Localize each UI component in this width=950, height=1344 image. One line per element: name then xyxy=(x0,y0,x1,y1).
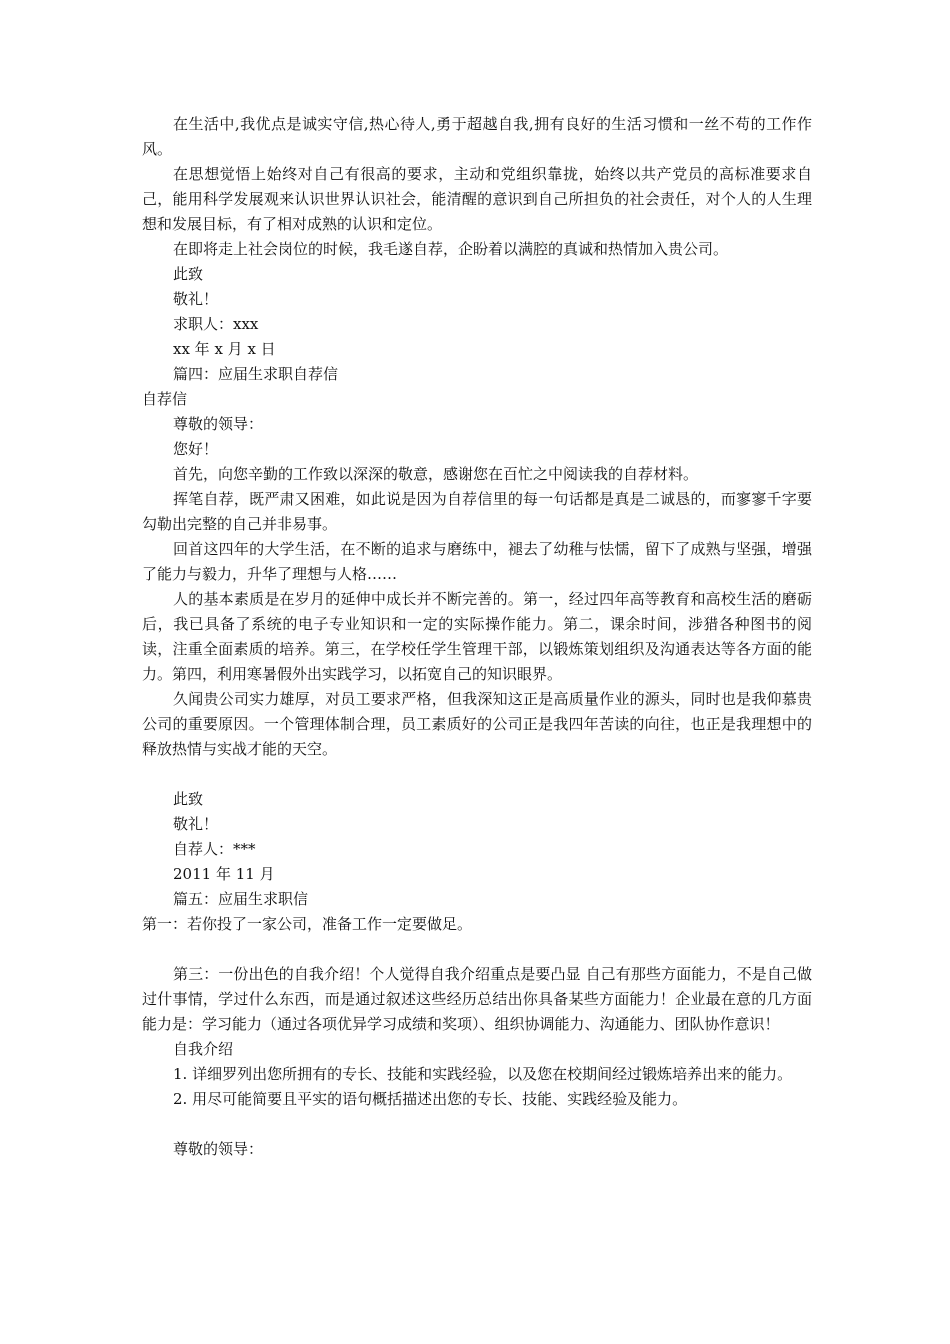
closing-jingli: 敬礼！ xyxy=(173,290,219,308)
signature-date-2: 2011 年 11 月 xyxy=(173,865,275,883)
closing-cizhi-2: 此致 xyxy=(173,790,204,808)
section-heading-5: 篇五：应届生求职信 xyxy=(173,890,309,908)
paragraph-life-virtues: 在生活中,我优点是诚实守信,热心待人,勇于超越自我,拥有良好的生活习惯和一丝不苟的工作作风。 xyxy=(142,115,812,158)
closing-jingli-2: 敬礼！ xyxy=(173,815,219,833)
document-page xyxy=(142,112,812,1162)
blank-line xyxy=(142,937,812,962)
list-item-1: 1. 详细罗列出您所拥有的专长、技能和实践经验，以及您在校期间经过锻炼培养出来的能力。 xyxy=(173,1065,793,1083)
paragraph-company: 久闻贵公司实力雄厚，对员工要求严格，但我深知这正是高质量作业的源头，同时也是我仰慕贵公司的重要原因。一个管理体制合理，员工素质好的公司正是我四年苦读的向往，也正是我理想中的释放热情与实战才能的天空。 xyxy=(142,690,812,758)
section-heading-4: 篇四：应届生求职自荐信 xyxy=(173,365,339,383)
letter-title: 自荐信 xyxy=(142,390,188,408)
paragraph-ideology: 在思想觉悟上始终对自己有很高的要求，主动和党组织靠拢，始终以共产党员的高标准要求自己，能用科学发展观来认识世界认识社会，能清醒的意识到自己所担负的社会责任，对个人的人生理想和发展目标，有了相对成熟的认识和定位。 xyxy=(142,165,812,233)
paragraph-thanks: 首先，向您辛勤的工作致以深深的敬意，感谢您在百忙之中阅读我的自荐材料。 xyxy=(173,465,699,483)
paragraph-join-company: 在即将走上社会岗位的时候，我毛遂自荐，企盼着以满腔的真诚和热情加入贵公司。 xyxy=(173,240,729,258)
closing-cizhi: 此致 xyxy=(173,265,204,283)
paragraph-qualities: 人的基本素质是在岁月的延伸中成长并不断完善的。第一，经过四年高等教育和高校生活的磨砺后，我已具备了系统的电子专业知识和一定的实际操作能力。第二，课余时间，涉猎各种图书的阅读，注重全面素质的培养。第三，在学校任学生管理干部，以锻炼策划组织及沟通表达等各方面的能力。第四，利用寒暑假外出实践学习，以拓宽自己的知识眼界。 xyxy=(142,590,812,683)
greeting: 您好！ xyxy=(173,440,219,458)
self-intro-heading: 自我介绍 xyxy=(173,1040,234,1058)
signature-recommender: 自荐人：*** xyxy=(173,840,256,858)
list-item-2: 2. 用尽可能简要且平实的语句概括描述出您的专长、技能、实践经验及能力。 xyxy=(173,1090,688,1108)
salutation: 尊敬的领导： xyxy=(173,415,264,433)
tip-third: 第三：一份出色的自我介绍！个人觉得自我介绍重点是要凸显 自己有那些方面能力，不是自己做过什事情，学过什么东西，而是通过叙述这些经历总结出你具备某些方面能力！企业最在意的几方面能力是：学习能力（通过各项优异学习成绩和奖项）、组织协调能力、沟通能力、团队协作意识！ xyxy=(142,965,812,1033)
blank-line xyxy=(142,1112,812,1137)
paragraph-self-recommend: 挥笔自荐，既严肃又困难，如此说是因为自荐信里的每一句话都是真是二诚恳的，而寥寥千字要勾勒出完整的自己并非易事。 xyxy=(142,490,812,533)
tip-first: 第一：若你投了一家公司，准备工作一定要做足。 xyxy=(142,915,473,933)
paragraph-university-life: 回首这四年的大学生活，在不断的追求与磨练中，褪去了幼稚与怯懦，留下了成熟与坚强，增强了能力与毅力，升华了理想与人格…… xyxy=(142,540,812,583)
salutation-2: 尊敬的领导： xyxy=(173,1140,264,1158)
blank-line xyxy=(142,762,812,787)
signature-date: xx 年 x 月 x 日 xyxy=(173,340,276,358)
signature-applicant: 求职人：xxx xyxy=(173,315,259,333)
